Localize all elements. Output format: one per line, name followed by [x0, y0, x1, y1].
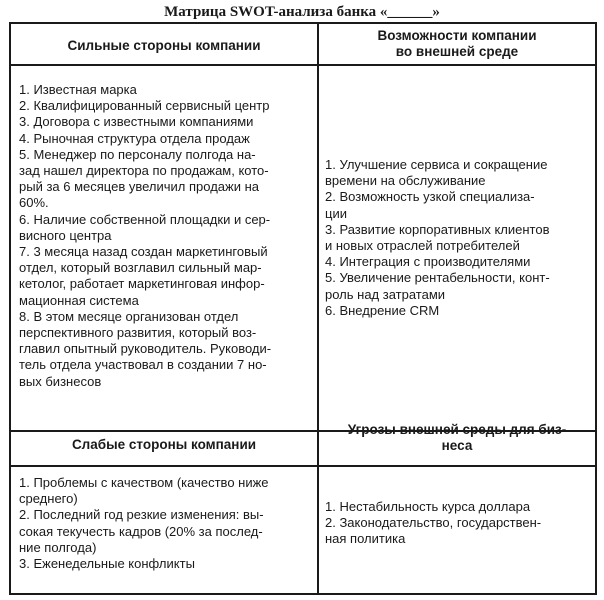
- strengths-list: 1. Известная марка 2. Квалифицированный сервисный центр 3. Договора с известными компаниями 4. Рыночная структура отдела продаж 5. Менеджер по персоналу полгода на- зад нашел директора по продажам, кото- рый за 6 месяцев увеличил продажи на 60%. 6. Наличие собственной площадки и сер- висного центра 7. 3 месяца назад создан маркетинговый отдел, который возглавил сильный мар- кетолог, работает маркетинговая инфор- мационная система 8. В этом месяце организован отдел перспективного развития, который воз- главил опытный руководитель. Руководи- тель отдела участвовал в создании 7 но- вых бизнесов: [19, 82, 272, 389]
- opportunities-header: Возможности компании во внешней среде: [377, 28, 537, 59]
- header-row-divider: [11, 64, 595, 66]
- swot-matrix-table: [9, 22, 597, 595]
- strengths-header: Сильные стороны компании: [67, 38, 261, 53]
- threats-header: Угрозы внешней среды для биз- неса: [347, 422, 567, 453]
- column-divider: [317, 24, 319, 593]
- lower-header-divider: [11, 465, 595, 467]
- weaknesses-header: Слабые стороны компании: [71, 437, 257, 452]
- document-title: Матрица SWOT-анализа банка «______»: [164, 4, 440, 20]
- threats-list: 1. Нестабильность курса доллара 2. Законодательство, государствен- ная политика: [325, 499, 542, 547]
- opportunities-list: 1. Улучшение сервиса и сокращение времени на обслуживание 2. Возможность узкой специализа- ции 3. Развитие корпоративных клиентов и новых отраслей потребителей 4. Интеграция с производителями 5. Увеличение рентабельности, конт- роль над затратами 6. Внедрение CRM: [325, 157, 550, 318]
- weaknesses-list: 1. Проблемы с качеством (качество ниже среднего) 2. Последний год резкие изменения: вы- сокая текучесть кадров (20% за послед- ние полгода) 3. Еженедельные конфликты: [19, 475, 269, 572]
